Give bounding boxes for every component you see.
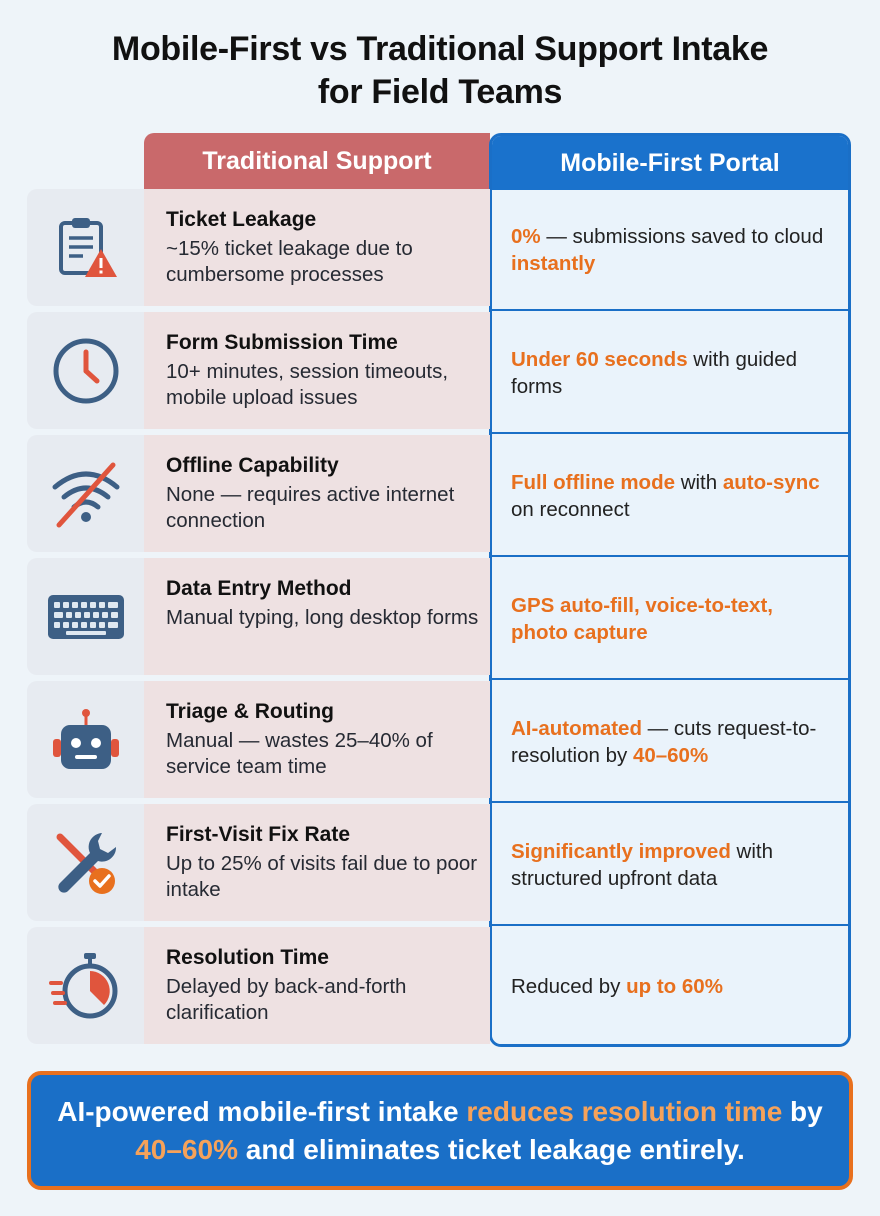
summary-banner xyxy=(27,1071,853,1190)
highlight-text: up to 60% xyxy=(626,974,723,998)
highlight-text: GPS auto-fill, voice-to-text, photo capture xyxy=(511,593,773,644)
page-title xyxy=(0,28,880,114)
row-title: Data Entry Method xyxy=(166,577,352,600)
mobile-first-column xyxy=(489,133,851,1047)
wifi-off-icon xyxy=(49,459,123,529)
mobile-cell-text xyxy=(511,715,830,769)
plain-text: with structured upfront data xyxy=(511,839,774,890)
mobile-cell-data-entry xyxy=(492,559,848,680)
mobile-cell-text xyxy=(511,592,830,646)
stopwatch-icon xyxy=(49,949,123,1023)
robot-icon xyxy=(49,707,123,773)
plain-text: and eliminates ticket leakage entirely. xyxy=(237,1133,745,1165)
highlight-text: Full offline mode xyxy=(511,470,675,494)
traditional-description: 10+ minutes, session timeouts, mobile upload issues xyxy=(166,360,449,409)
row-title: Triage & Routing xyxy=(166,700,334,723)
traditional-description: Delayed by back-and-forth clarification xyxy=(166,975,407,1024)
plain-text: with xyxy=(675,470,723,494)
mobile-cell-text xyxy=(511,469,830,523)
row-data-entry-method xyxy=(27,558,490,675)
traditional-column-header: Traditional Support xyxy=(144,133,490,189)
mobile-cell-first-visit xyxy=(492,805,848,926)
traditional-description: Manual typing, long desktop forms xyxy=(166,606,479,629)
traditional-description: None — requires active internet connection xyxy=(166,483,455,532)
clipboard-warning-icon xyxy=(51,213,121,283)
mobile-cell-offline xyxy=(492,436,848,557)
mobile-cell-text xyxy=(511,223,830,277)
plain-text: — cuts request-to-resolution by xyxy=(511,716,817,767)
row-title: First-Visit Fix Rate xyxy=(166,823,350,846)
mobile-cell-form-submission xyxy=(492,313,848,434)
highlight-text: auto-sync xyxy=(722,470,820,494)
row-title: Ticket Leakage xyxy=(166,208,317,231)
row-offline-capability xyxy=(27,435,490,552)
row-title: Offline Capability xyxy=(166,454,339,477)
mobile-cell-text xyxy=(511,346,830,400)
plain-text: Reduced by xyxy=(511,974,627,998)
page-title-line-1: Mobile-First vs Traditional Support Intake xyxy=(111,30,769,68)
page-title-line-2: for Field Teams xyxy=(317,73,563,111)
plain-text: by xyxy=(782,1095,823,1127)
row-triage-routing xyxy=(27,681,490,798)
mobile-cell-ticket-leakage xyxy=(492,190,848,311)
row-ticket-leakage xyxy=(27,189,490,306)
highlight-text: 0% xyxy=(511,224,541,248)
row-title: Resolution Time xyxy=(166,946,329,969)
mobile-cell-resolution xyxy=(492,928,848,1044)
mobile-column-header: Mobile-First Portal xyxy=(492,136,848,190)
plain-text: with guided forms xyxy=(511,347,798,398)
traditional-description: Manual — wastes 25–40% of service team time xyxy=(166,729,433,778)
keyboard-icon xyxy=(46,593,126,641)
highlight-text: Under 60 seconds xyxy=(511,347,688,371)
highlight-text: 40–60% xyxy=(135,1133,238,1165)
plain-text: AI-powered mobile-first intake xyxy=(57,1095,467,1127)
traditional-description: Up to 25% of visits fail due to poor intake xyxy=(166,852,478,901)
row-first-visit-fix-rate xyxy=(27,804,490,921)
highlight-text: reduces resolution time xyxy=(466,1095,783,1127)
highlight-text: instantly xyxy=(511,251,596,275)
row-form-submission-time xyxy=(27,312,490,429)
summary-banner-text xyxy=(50,1093,830,1169)
tools-check-icon xyxy=(50,827,122,899)
mobile-cell-text xyxy=(511,838,830,892)
mobile-cell-triage xyxy=(492,682,848,803)
row-title: Form Submission Time xyxy=(166,331,398,354)
traditional-description: ~15% ticket leakage due to cumbersome processes xyxy=(166,237,413,286)
highlight-text: Significantly improved xyxy=(511,839,731,863)
highlight-text: AI-automated xyxy=(511,716,642,740)
highlight-text: 40–60% xyxy=(632,743,709,767)
row-resolution-time xyxy=(27,927,490,1044)
plain-text: on reconnect xyxy=(511,497,630,521)
mobile-cell-text xyxy=(511,973,723,1000)
plain-text: — submissions saved to cloud xyxy=(540,224,824,248)
clock-icon xyxy=(51,336,121,406)
